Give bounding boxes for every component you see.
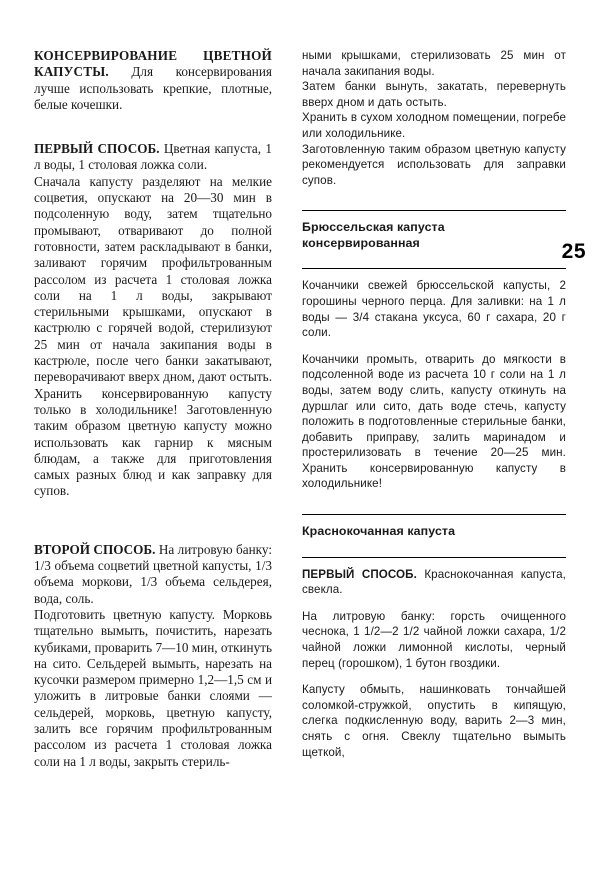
redcabbage-lead: ПЕРВЫЙ СПОСОБ.	[302, 567, 417, 581]
brussels-body: Кочанчики промыть, отварить до мягкости в подсоленной воде из расчета 10 г соли на 1 л воды, затем воду слить, капусту откинуть на дуршлаг или сито, дать воде стечь, капусту положить в подготовленные стерильные банки, добавить приправу, залить маринадом и простерилизовать в течение 20—25 мин. Хранить консервированную капусту в холодильнике!	[302, 352, 566, 491]
continuation-paragraph-1: ными крышками, стерилизовать 25 мин от начала закипания воды.	[302, 49, 566, 78]
spacer	[302, 540, 566, 548]
redcabbage-body: Капусту обмыть, нашинковать тончайшей соломкой-стружкой, опустить в кипящую, слегка подкисленную воду, варить 2—3 мин, снять с огня. Свеклу тщательно вымыть щеткой,	[302, 683, 566, 759]
spacer	[302, 341, 566, 352]
spacer	[302, 251, 566, 259]
section-cauliflower-heading-paragraph	[34, 48, 272, 113]
method-one-body: Сначала капусту разделяют на мелкие соцветия, опускают на 20—30 мин в подсоленную воду, затем тщательно промывают, отваривают до полной готовности, затем раскладывают в банки, заливают горячим профильтрованным рассолом из расчета 1 столовая ложка соли на 1 л воды, закрывают стерильными крышками, опускают в кастрюлю с горячей водой, стерилизуют 25 мин от начала закипания воды в кастрюле, после чего банки закатывают, переворачивают вверх дном, дают остыть. Хранить консервированную капусту только в холодильнике! Заготовленную таким образом цветную капусту можно использовать как гарнир к мясным блюдам, а также для приготовления самых разных блюд и как заправку для супов.	[34, 173, 272, 499]
section-divider-brussels	[302, 210, 566, 211]
method-one-lead-paragraph	[34, 141, 272, 174]
spacer	[34, 528, 272, 542]
page-number: 25	[561, 240, 586, 263]
section-divider-brussels-lower	[302, 268, 566, 269]
continuation-paragraph-4: Заготовленную таким образом цветную капусту рекомендуется использовать для заправки супов.	[302, 142, 566, 187]
method-two-lead: ВТОРОЙ СПОСОБ.	[34, 541, 156, 557]
method-one-lead: ПЕРВЫЙ СПОСОБ.	[34, 141, 160, 157]
redcabbage-ingredients: На литровую банку: горсть очищенного чеснока, 1 1/2—2 1/2 чайной ложки сахара, 1/2 чайной ложки лимонной кислоты, черный перец (горошком), 1 бутон гвоздики.	[302, 609, 566, 670]
spacer	[34, 500, 272, 528]
section-divider-redcabbage	[302, 514, 566, 515]
method-two-lead-paragraph	[34, 542, 272, 607]
spacer	[302, 492, 566, 505]
section-cauliflower-heading: КОНСЕРВИРОВАНИЕ ЦВЕТНОЙ КАПУСТЫ.	[34, 48, 272, 80]
spacer	[302, 188, 566, 201]
continuation-paragraph-2: Затем банки вынуть, закатать, перевернуть вверх дном и дать остыть.	[302, 80, 566, 109]
left-column	[34, 48, 288, 839]
brussels-ingredients: Кочанчики свежей брюссельской капусты, 2 горошины черного перца. Для заливки: на 1 л воды — 3/4 стакана уксуса, 60 г сахара, 20 г соли.	[302, 279, 566, 340]
section-title-redcabbage: Краснокочанная капуста	[302, 524, 456, 539]
continuation-paragraph-3: Хранить в сухом холодном помещении, погребе или холодильнике.	[302, 111, 566, 140]
redcabbage-lead-paragraph	[302, 567, 566, 598]
method-two-body: Подготовить цветную капусту. Морковь тщательно вымыть, почистить, нарезать кубиками, проварить 7—10 мин, откинуть на сито. Сельдерей вымыть, нарезать на кусочки размером примерно 1,2—1,5 см и уложить в литровые банки слоями — сельдерей, морковь, цветную капусту, залить все горячим профильтрованным рассолом из расчета 1 столовая ложка соли на 1 л воды, закрыть стериль-	[34, 606, 272, 769]
method-one-ingredients: Цветная капуста, 1 л воды, 1 столовая ложка соли.	[34, 141, 272, 173]
right-column	[288, 48, 566, 839]
section-title-brussels: Брюссельская капуста консервированная	[302, 220, 445, 250]
spacer	[302, 598, 566, 609]
redcabbage-ingredients-lead: Краснокочанная капуста, свекла.	[302, 567, 567, 597]
two-column-layout	[34, 48, 566, 839]
spacer	[302, 671, 566, 682]
spacer	[34, 113, 272, 141]
section-cauliflower-intro: Для консервирования лучше использовать крепкие, плотные, белые кочешки.	[34, 64, 272, 112]
method-two-ingredients: На литровую банку: 1/3 объема соцветий цветной капусты, 1/3 объема моркови, 1/3 объема сельдерея, вода, соль.	[34, 541, 272, 606]
section-divider-redcabbage-lower	[302, 557, 566, 558]
